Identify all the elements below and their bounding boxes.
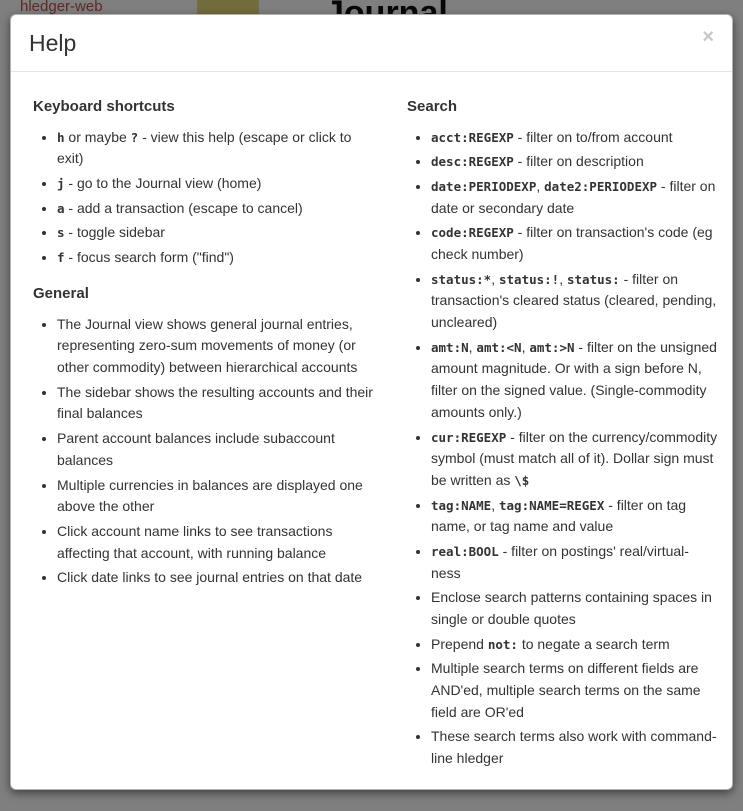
- list-item: [57, 173, 377, 195]
- plain-text: ,: [491, 496, 499, 513]
- plain-text: Prepend: [431, 635, 488, 652]
- plain-text: - toggle sidebar: [64, 224, 165, 241]
- list-item: [57, 127, 377, 170]
- section-heading: General: [33, 284, 89, 302]
- code-text: status:: [567, 271, 620, 287]
- close-button[interactable]: ×: [702, 26, 714, 48]
- list-item: [431, 658, 718, 723]
- plain-text: - filter on transaction's code (eg check number): [431, 224, 713, 263]
- list-item: [57, 222, 377, 244]
- plain-text: - filter on the unsigned amount magnitude. Or with a sign before N, filter on the signed value. (Single-commodity amounts only.): [431, 338, 717, 420]
- list-item: [57, 382, 377, 425]
- plain-text: ,: [521, 338, 530, 355]
- help-column-left: [25, 82, 377, 780]
- code-text: date2:PERIODEXP: [544, 178, 658, 194]
- list-item: [431, 495, 718, 538]
- plain-text: - filter on tag name, or tag name and value: [431, 496, 687, 535]
- plain-text: Parent account balances include subaccount balances: [57, 430, 335, 468]
- code-text: s: [57, 225, 65, 241]
- code-text: amt:<N: [476, 339, 522, 355]
- code-text: tag:NAME: [431, 497, 492, 513]
- plain-text: - filter on to/from account: [513, 128, 673, 145]
- list-item: [57, 247, 377, 269]
- modal-title: Help: [29, 30, 77, 56]
- list-item: [431, 222, 718, 265]
- code-text: h: [57, 129, 65, 145]
- list-item: [431, 269, 718, 334]
- code-text: f: [57, 250, 65, 266]
- plain-text: - filter on transaction's cleared status (cleared, pending, uncleared): [431, 270, 717, 331]
- section-heading: Keyboard shortcuts: [33, 97, 175, 115]
- list-item: [57, 314, 377, 379]
- code-text: amt:N: [431, 339, 469, 355]
- code-text: date:PERIODEXP: [431, 178, 537, 194]
- list-item: [431, 587, 718, 630]
- code-text: cur:REGEXP: [431, 429, 507, 445]
- code-text: amt:>N: [529, 339, 575, 355]
- help-modal: [10, 14, 733, 790]
- code-text: a: [57, 200, 65, 216]
- plain-text: to negate a search term: [517, 635, 670, 652]
- code-text: status:*: [431, 271, 492, 287]
- list-item: [431, 541, 718, 584]
- plain-text: - filter on description: [513, 153, 644, 170]
- help-list: [25, 314, 377, 589]
- plain-text: Click account name links to see transactions affecting that account, with running balance: [57, 522, 333, 561]
- plain-text: The sidebar shows the resulting accounts and their final balances: [57, 383, 373, 422]
- code-text: status:!: [499, 271, 560, 287]
- list-item: [57, 428, 377, 471]
- section-heading: Search: [407, 97, 458, 115]
- plain-text: Enclose search patterns containing spaces in single or double quotes: [431, 589, 712, 628]
- list-item: [431, 634, 718, 656]
- code-text: acct:REGEXP: [431, 129, 514, 145]
- code-text: desc:REGEXP: [431, 154, 514, 170]
- plain-text: These search terms also work with command-line hledger: [431, 728, 717, 767]
- code-text: \$: [514, 472, 530, 488]
- list-item: [431, 176, 718, 219]
- help-column-right: [399, 82, 718, 780]
- modal-body: [11, 72, 732, 790]
- plain-text: - focus search form ("find"): [64, 249, 234, 266]
- plain-text: - add a transaction (escape to cancel): [64, 199, 303, 216]
- plain-text: ,: [536, 177, 545, 194]
- list-item: [431, 427, 718, 492]
- list-item: [431, 337, 718, 424]
- list-item: [57, 521, 377, 564]
- list-item: [431, 726, 718, 769]
- plain-text: The Journal view shows general journal entries, representing zero-sum movements of money (or other commodity) between hierarchical accounts: [57, 315, 358, 376]
- modal-header: [11, 15, 732, 72]
- plain-text: Multiple search terms on different fields are AND'ed, multiple search terms on the same field are OR'ed: [431, 660, 701, 720]
- help-list: [25, 127, 377, 269]
- plain-text: Multiple currencies in balances are displayed one above the other: [57, 476, 363, 515]
- code-text: not:: [487, 636, 518, 652]
- plain-text: ,: [468, 338, 477, 355]
- plain-text: - filter on the currency/commodity symbol (must match all of it). Dollar sign must be written as: [431, 428, 718, 488]
- plain-text: - go to the Journal view (home): [64, 174, 262, 191]
- list-item: [431, 127, 718, 149]
- plain-text: - view this help (escape or click to exit): [57, 128, 352, 167]
- code-text: tag:NAME=REGEX: [499, 497, 605, 513]
- plain-text: Click date links to see journal entries on that date: [57, 569, 363, 586]
- code-text: j: [57, 175, 65, 191]
- plain-text: ,: [559, 270, 567, 287]
- list-item: [57, 475, 377, 518]
- plain-text: ,: [491, 270, 499, 287]
- plain-text: or maybe: [64, 128, 131, 145]
- plain-text: - filter on date or secondary date: [431, 177, 716, 216]
- list-item: [57, 198, 377, 220]
- list-item: [57, 567, 377, 589]
- code-text: real:BOOL: [431, 543, 499, 559]
- list-item: [431, 151, 718, 173]
- code-text: code:REGEXP: [431, 225, 514, 241]
- plain-text: - filter on postings' real/virtual-ness: [431, 542, 689, 581]
- help-list: [399, 127, 718, 770]
- code-text: ?: [130, 129, 139, 145]
